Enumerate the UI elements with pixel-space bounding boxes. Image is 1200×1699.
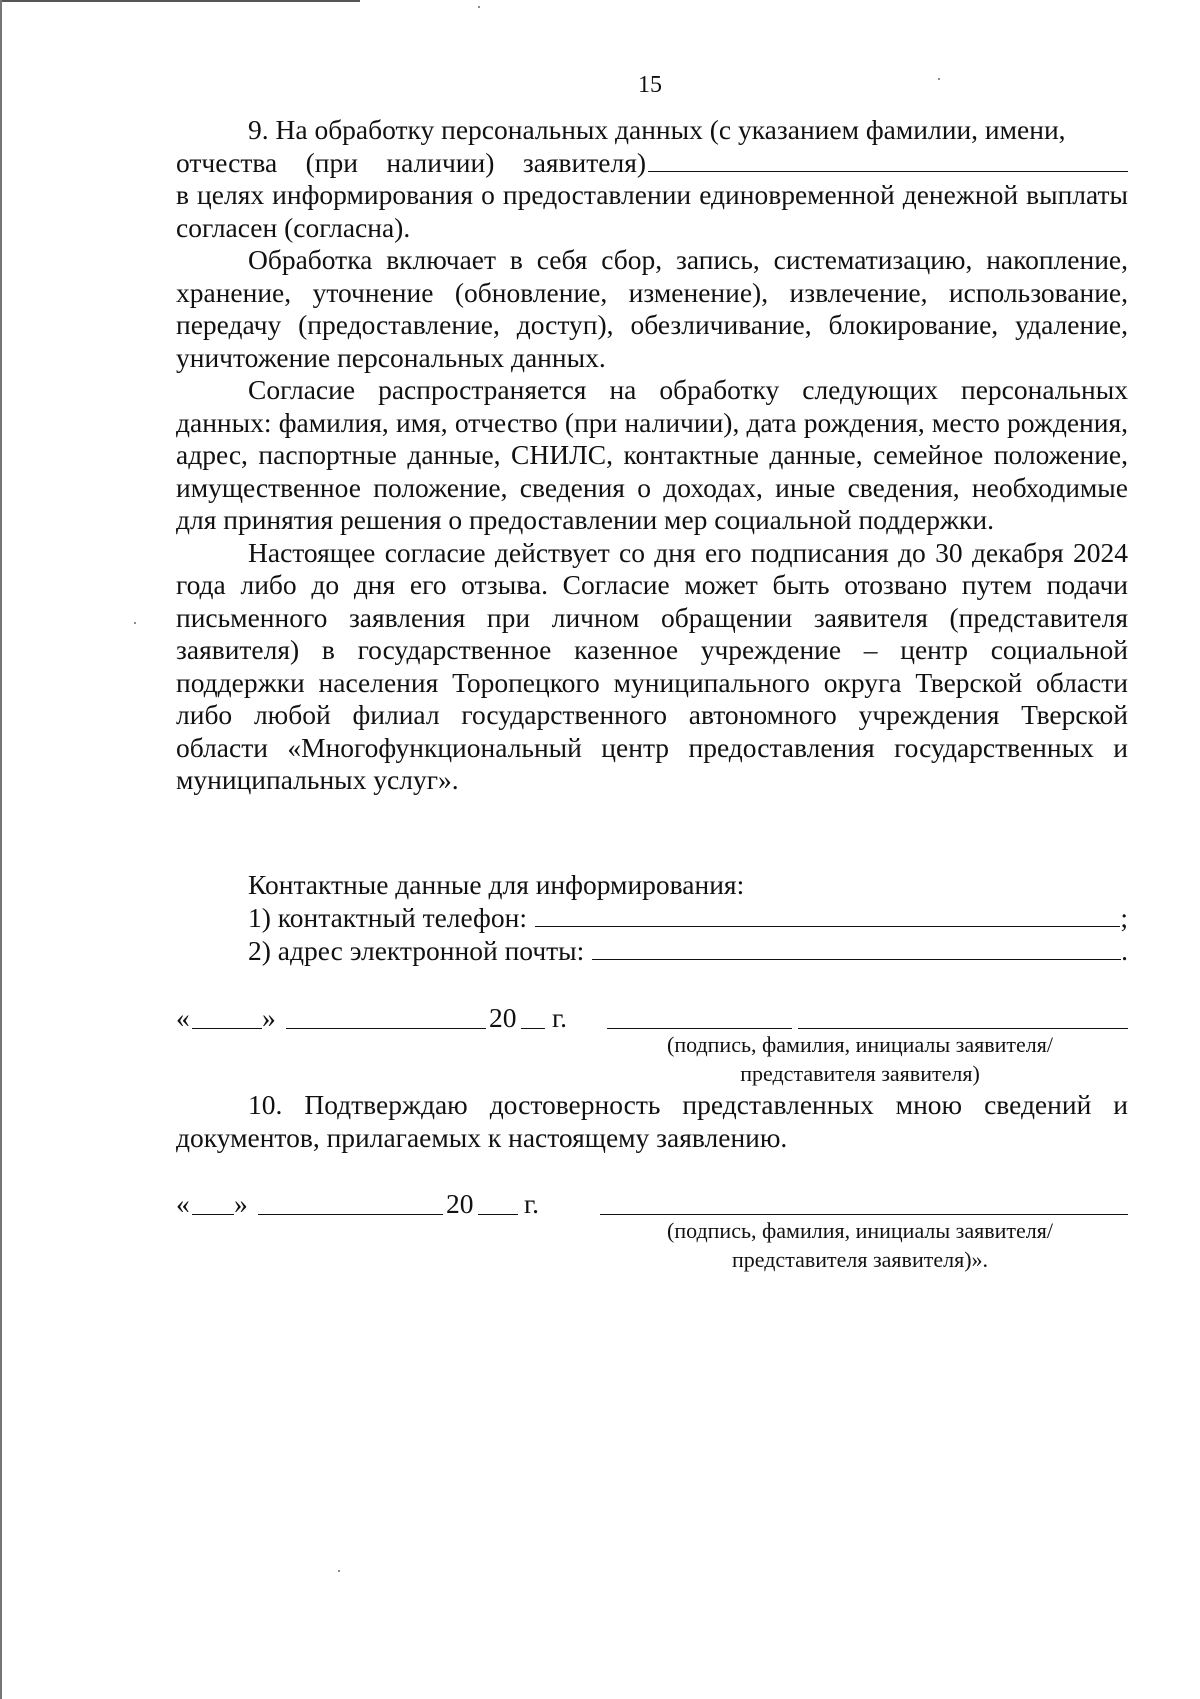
- contacts-block: [248, 868, 1128, 967]
- sig2-caption: [620, 1216, 1100, 1274]
- scan-edge-left: [0, 0, 2, 1699]
- email-end: .: [1121, 935, 1128, 966]
- validity-paragraph: Настоящее согласие действует со дня его подписания до 30 декабря 2024 года либо до дня его отзыва. Согласие может быть отозвано путем подачи письменного заявления при личном обращении заявителя (представителя заявителя) в государственное казенное учреждение – центр социальной поддержки населения Торопецкого муниципального округа Тверской области либо любой филиал государственного автономного учреждения Тверской области «Многофункциональный центр предоставления государственных и муниципальных услуг».: [176, 536, 1128, 795]
- section-9-applicant-line: [176, 147, 1128, 180]
- section-10-body: [176, 1089, 1128, 1154]
- sig1-caption: [620, 1030, 1100, 1088]
- sig1-signature-blank[interactable]: [607, 1028, 792, 1029]
- phone-label: 1) контактный телефон:: [248, 902, 527, 933]
- phone-row: [248, 901, 1128, 934]
- scan-speck: [938, 78, 940, 80]
- email-row: [248, 934, 1128, 967]
- phone-blank[interactable]: [535, 904, 1120, 927]
- section-9-body: [176, 114, 1128, 797]
- sig1-day-blank[interactable]: [192, 1028, 262, 1029]
- sig1-year-prefix: 20: [489, 1002, 517, 1033]
- section-9-lead: 9. На обработку персональных данных (с указанием фамилии, имени,: [248, 114, 1066, 145]
- sig1-quote-close: »: [262, 1002, 276, 1033]
- sig2-caption-line2: представителя заявителя)».: [731, 1247, 989, 1272]
- scan-speck: [338, 1570, 340, 1572]
- section-9-applicant-label: отчества (при наличии) заявителя): [176, 146, 646, 178]
- phone-end: ;: [1120, 902, 1128, 933]
- sig2-caption-line1: (подпись, фамилия, инициалы заявителя/: [667, 1218, 1053, 1243]
- processing-paragraph: Обработка включает в себя сбор, запись, систематизацию, накопление, хранение, уточнение (обновление, изменение), извлечение, использование, передачу (предоставление, доступ), обезличивание, блокирование, удаление, уничтожение персональных данных.: [176, 244, 1128, 373]
- sig1-quote-open: «: [176, 1002, 190, 1033]
- sig1-year-blank[interactable]: [521, 1028, 545, 1029]
- email-label: 2) адрес электронной почты:: [248, 935, 585, 966]
- scope-paragraph: Согласие распространяется на обработку следующих персональных данных: фамилия, имя, отчество (при наличии), дата рождения, место рождения, адрес, паспортные данные, СНИЛС, контактные данные, семейное положение, имущественное положение, сведения о доходах, иные сведения, необходимые для принятия решения о предоставлении мер социальной поддержки.: [176, 374, 1128, 535]
- sig2-month-blank[interactable]: [258, 1214, 443, 1215]
- section-10-text: 10. Подтверждаю достоверность представленных мною сведений и документов, прилагаемых к настоящему заявлению.: [176, 1089, 1128, 1153]
- sig1-month-blank[interactable]: [286, 1028, 486, 1029]
- sig1-name-blank[interactable]: [798, 1028, 1128, 1029]
- sig1-caption-line2: представителя заявителя): [740, 1061, 980, 1086]
- sig2-year-prefix: 20: [446, 1188, 474, 1219]
- applicant-name-blank[interactable]: [648, 149, 1128, 172]
- email-blank[interactable]: [592, 937, 1121, 960]
- sig2-year-blank[interactable]: [478, 1214, 518, 1215]
- scan-speck: [134, 622, 136, 624]
- sig2-quote-open: «: [176, 1188, 190, 1219]
- sig2-year-suffix: г.: [524, 1188, 540, 1219]
- sig1-caption-line1: (подпись, фамилия, инициалы заявителя/: [667, 1032, 1053, 1057]
- sig2-day-blank[interactable]: [192, 1214, 234, 1215]
- scan-speck: [478, 6, 480, 8]
- section-9-purpose: в целях информирования о предоставлении единовременной денежной выплаты согласен (согласна).: [176, 179, 1128, 243]
- sig1-year-suffix: г.: [552, 1002, 568, 1033]
- sig2-quote-close: »: [234, 1188, 248, 1219]
- sig2-signature-blank[interactable]: [600, 1214, 1128, 1215]
- page-number: 15: [638, 72, 662, 98]
- scan-edge-top: [0, 0, 360, 2]
- contacts-heading: Контактные данные для информирования:: [248, 869, 745, 900]
